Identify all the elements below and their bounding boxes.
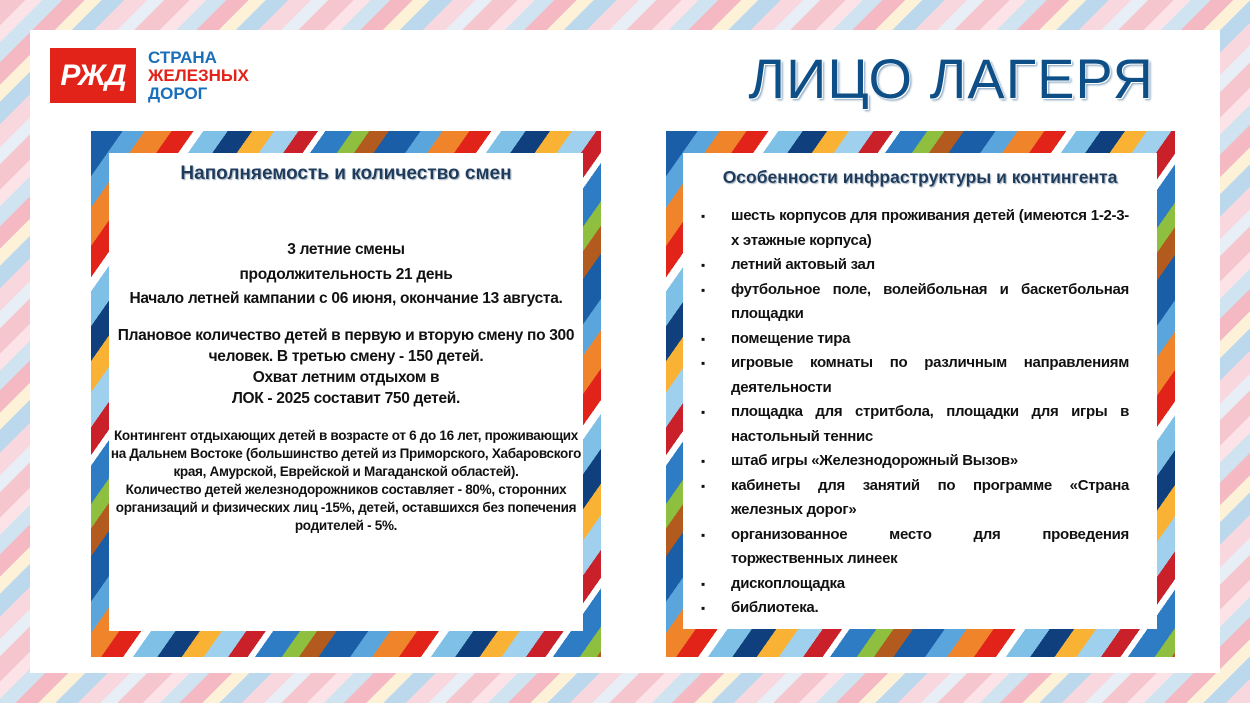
list-item: ▪ площадка для стритбола, площадки для игры в настольный теннис: [699, 400, 1129, 449]
logo-line-1: СТРАНА: [148, 47, 217, 67]
list-item: ▪ помещение тира: [699, 327, 1129, 352]
contingent-text: Контингент отдыхающих детей в возрасте от 6 до 16 лет, проживающих на Дальнем Востоке (большинство детей из Приморского, Хабаровского края, Амурской, Еврейской и Магаданской областей).: [110, 428, 582, 479]
list-item: ▪ футбольное поле, волейбольная и баскетбольная площадки: [699, 278, 1129, 327]
left-panel-content: [109, 153, 583, 631]
planned-info: [109, 325, 583, 409]
shift-count: 3 летние смены: [287, 241, 405, 258]
logo-line-2: ЖЕЛЕЗНЫХ: [148, 65, 249, 85]
ratio-text: Количество детей железнодорожников составляет - 80%, сторонних организаций и физических лиц -15%, детей, оставшихся без попечения родителей - 5%.: [115, 482, 577, 533]
logo-text: [148, 49, 249, 103]
logo-line-3: ДОРОГ: [148, 83, 208, 103]
shift-info: [109, 237, 583, 311]
list-item: ▪ дископлощадка: [699, 572, 1129, 597]
list-item: ▪ библиотека.: [699, 596, 1129, 621]
list-item: ▪ кабинеты для занятий по программе «Страна железных дорог»: [699, 474, 1129, 523]
right-panel-content: [683, 153, 1157, 629]
left-panel: [91, 131, 601, 657]
list-item: ▪ организованное место для проведения торжественных линеек: [699, 523, 1129, 572]
campaign-dates: Начало летней кампании с 06 июня, окончание 13 августа.: [129, 290, 563, 307]
page-title: ЛИЦО ЛАГЕРЯ: [748, 47, 1154, 110]
feature-list: [699, 204, 1129, 621]
contingent-info: [109, 427, 583, 535]
shift-duration: продолжительность 21 день: [239, 266, 453, 283]
list-item: ▪ штаб игры «Железнодорожный Вызов»: [699, 449, 1129, 474]
list-item: ▪ шесть корпусов для проживания детей (имеются 1-2-3-х этажные корпуса): [699, 204, 1129, 253]
list-item: ▪ летний актовый зал: [699, 253, 1129, 278]
list-item: ▪ игровые комнаты по различным направлениям деятельности: [699, 351, 1129, 400]
planned-count: Плановое количество детей в первую и вторую смену по 300 человек. В третью смену - 150 детей.: [117, 327, 575, 365]
coverage-line-2: ЛОК - 2025 составит 750 детей.: [231, 390, 461, 407]
right-panel-heading: Особенности инфраструктуры и контингента: [722, 167, 1118, 187]
left-panel-heading: Наполняемость и количество смен: [180, 163, 512, 184]
rzd-logo: [50, 48, 249, 103]
rzd-logo-mark: РЖД: [50, 48, 136, 103]
coverage-line-1: Охват летним отдыхом в: [252, 369, 440, 386]
right-panel: [666, 131, 1175, 657]
